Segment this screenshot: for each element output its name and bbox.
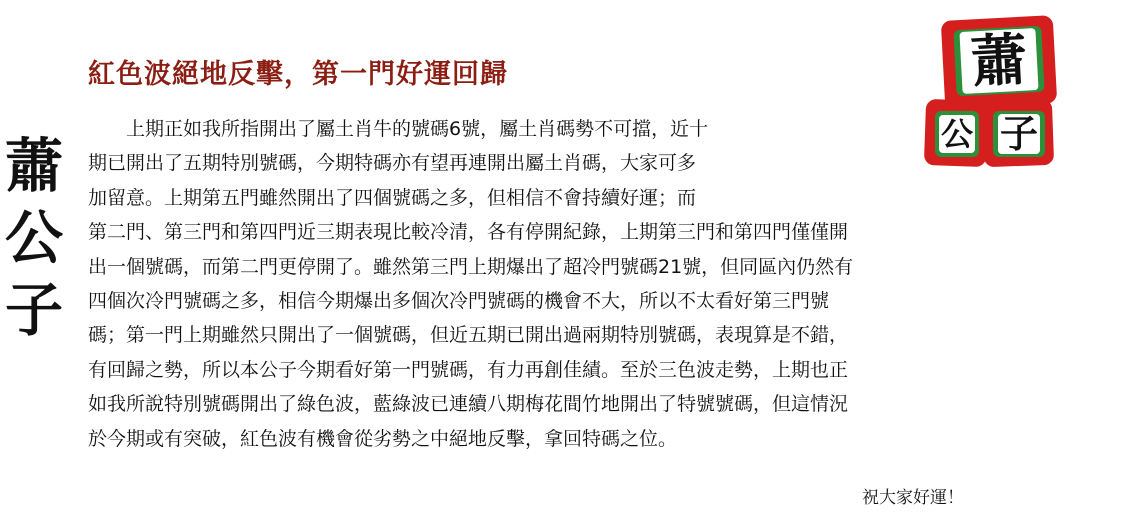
paragraph-line: 碼；第一門上期雖然只開出了一個號碼，但近五期已開出過兩期特別號碼，表現算是不錯， [88,324,849,347]
paragraph-line: 期已開出了五期特別號碼，今期特碼亦有望再連開出屬土肖碼，大家可多 [88,152,697,175]
paragraph-line: 上期正如我所指開出了屬土肖牛的號碼6號，屬土肖碼勢不可擋，近十 [126,118,709,140]
stamp-char: 蕭 [959,28,1038,94]
stamp-char: 子 [999,111,1038,156]
paragraph-line: 有回歸之勢，所以本公子今期看好第一門號碼，有力再創佳績。至於三色波走勢，上期也正 [88,358,849,381]
side-logo-char: 子 [4,276,63,344]
side-logo [0,130,68,346]
side-logo-char: 公 [4,204,63,272]
paragraph-line: 第二門、第三門和第四門近三期表現比較冷清，各有停開紀錄，上期第三門和第四門僅僅開 [88,221,849,244]
paragraph-line: 出一個號碼，而第二門更停開了。雖然第三門上期爆出了超冷門號碼21號，但同區內仍然有 [88,255,854,278]
stamp-char: 公 [940,115,973,153]
side-logo-char: 蕭 [4,132,63,200]
paragraph-line: 如我所說特別號碼開出了綠色波，藍綠波已連續八期梅花間竹地開出了特號號碼，但這情況 [88,393,849,416]
paragraph-line: 四個次冷門號碼之多，相信今期爆出多個次冷門號碼的機會不大，所以不太看好第三門號 [88,289,830,312]
article-body [88,112,1108,456]
sign-off: 祝大家好運！ [862,488,964,508]
headline: 紅色波絕地反擊，第一門好運回歸 [88,59,508,90]
paragraph-line: 於今期或有突破，紅色波有機會從劣勢之中絕地反擊，拿回特碼之位。 [88,427,678,450]
paragraph-line: 加留意。上期第五門雖然開出了四個號碼之多，但相信不會持續好運；而 [88,186,697,209]
